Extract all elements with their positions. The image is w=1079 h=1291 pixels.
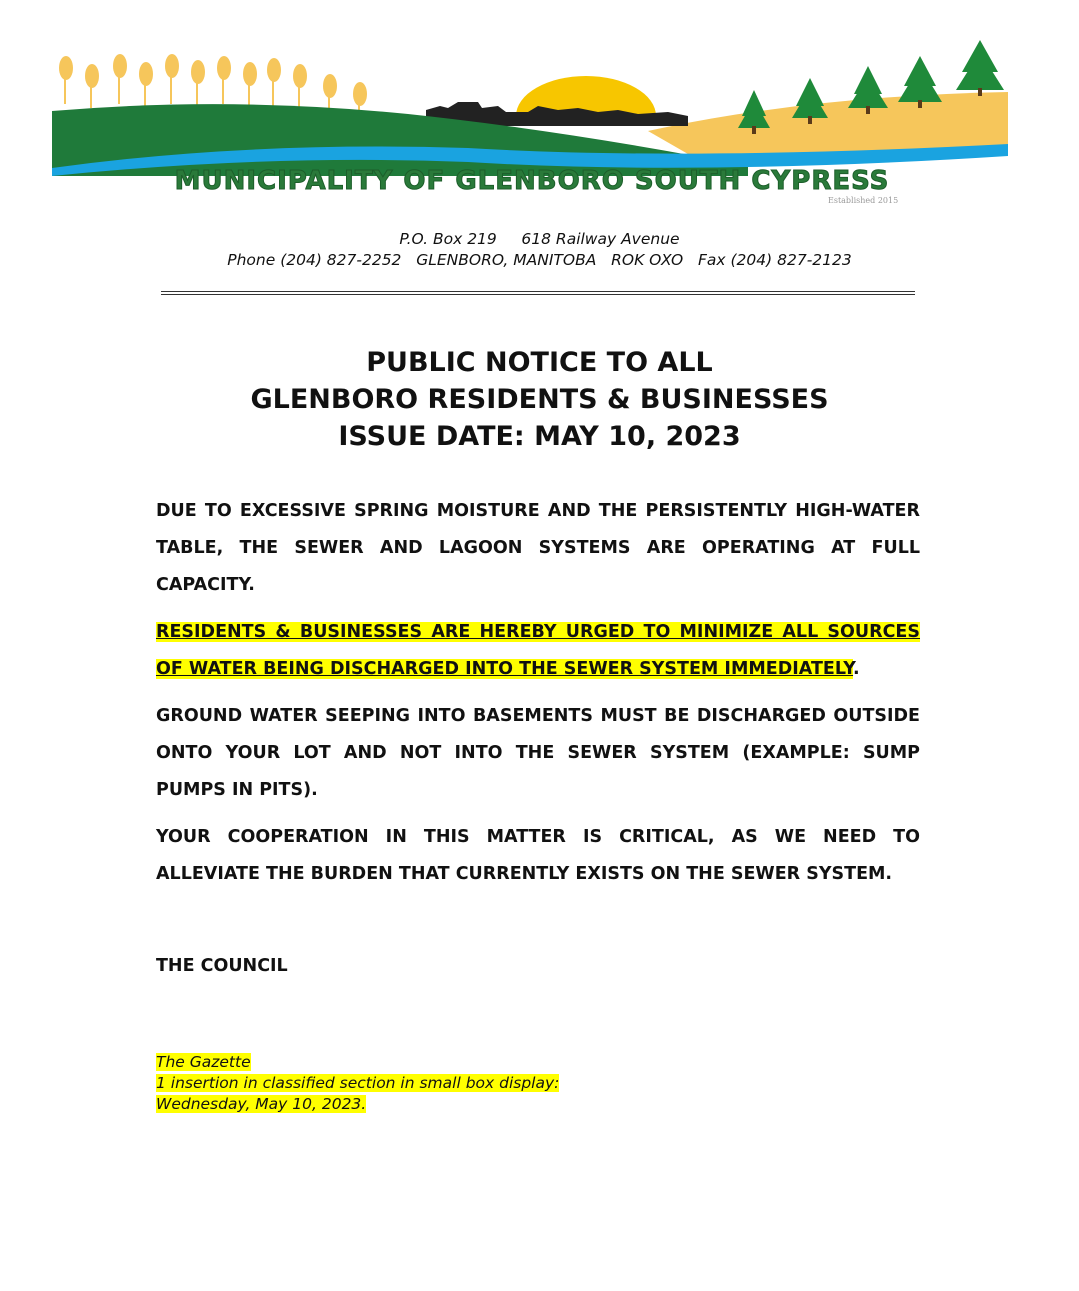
urgent-period: .	[853, 659, 860, 679]
urgent-highlight-text: RESIDENTS & BUSINESSES ARE HEREBY URGED TO MINIMIZE ALL SOURCES OF WATER BEING DISCHARGED INTO THE SEWER SYSTEM IMMEDIATELY	[156, 622, 920, 679]
municipality-name: MUNICIPALITY OF GLENBORO SOUTH CYPRESS	[174, 166, 890, 196]
publication-insertion: 1 insertion in classified section in small box display:	[156, 1074, 560, 1092]
notice-title-line-3: ISSUE DATE: MAY 10, 2023	[338, 421, 741, 452]
notice-paragraph-4: YOUR COOPERATION IN THIS MATTER IS CRITICAL, AS WE NEED TO ALLEVIATE THE BURDEN THAT CURRENTLY EXISTS ON THE SEWER SYSTEM.	[156, 827, 920, 884]
address-line-2: Phone (204) 827-2252 GLENBORO, MANITOBA ROK OXO Fax (204) 827-2123	[227, 251, 852, 269]
address-line-1: P.O. Box 219 618 Railway Avenue	[399, 230, 680, 248]
publication-name: The Gazette	[156, 1053, 251, 1071]
established-note: Established 2015	[828, 196, 899, 205]
notice-paragraph-1: DUE TO EXCESSIVE SPRING MOISTURE AND THE PERSISTENTLY HIGH-WATER TABLE, THE SEWER AND LAGOON SYSTEMS ARE OPERATING AT FULL CAPACITY.	[156, 501, 920, 595]
publication-date: Wednesday, May 10, 2023.	[156, 1095, 367, 1113]
notice-title	[0, 344, 1079, 455]
notice-paragraph-2	[156, 614, 920, 688]
notice-title-line-2: GLENBORO RESIDENTS & BUSINESSES	[250, 384, 829, 415]
header-divider-bottom	[161, 294, 915, 295]
signature: THE COUNCIL	[156, 956, 288, 976]
publication-details	[156, 1052, 559, 1115]
header-divider-top	[161, 291, 915, 292]
notice-body	[156, 493, 920, 903]
notice-paragraph-3: GROUND WATER SEEPING INTO BASEMENTS MUST BE DISCHARGED OUTSIDE ONTO YOUR LOT AND NOT INTO THE SEWER SYSTEM (EXAMPLE: SUMP PUMPS IN PITS).	[156, 706, 920, 800]
notice-title-line-1: PUBLIC NOTICE TO ALL	[366, 347, 713, 378]
municipality-banner	[48, 36, 1016, 216]
address-block	[0, 229, 1079, 271]
